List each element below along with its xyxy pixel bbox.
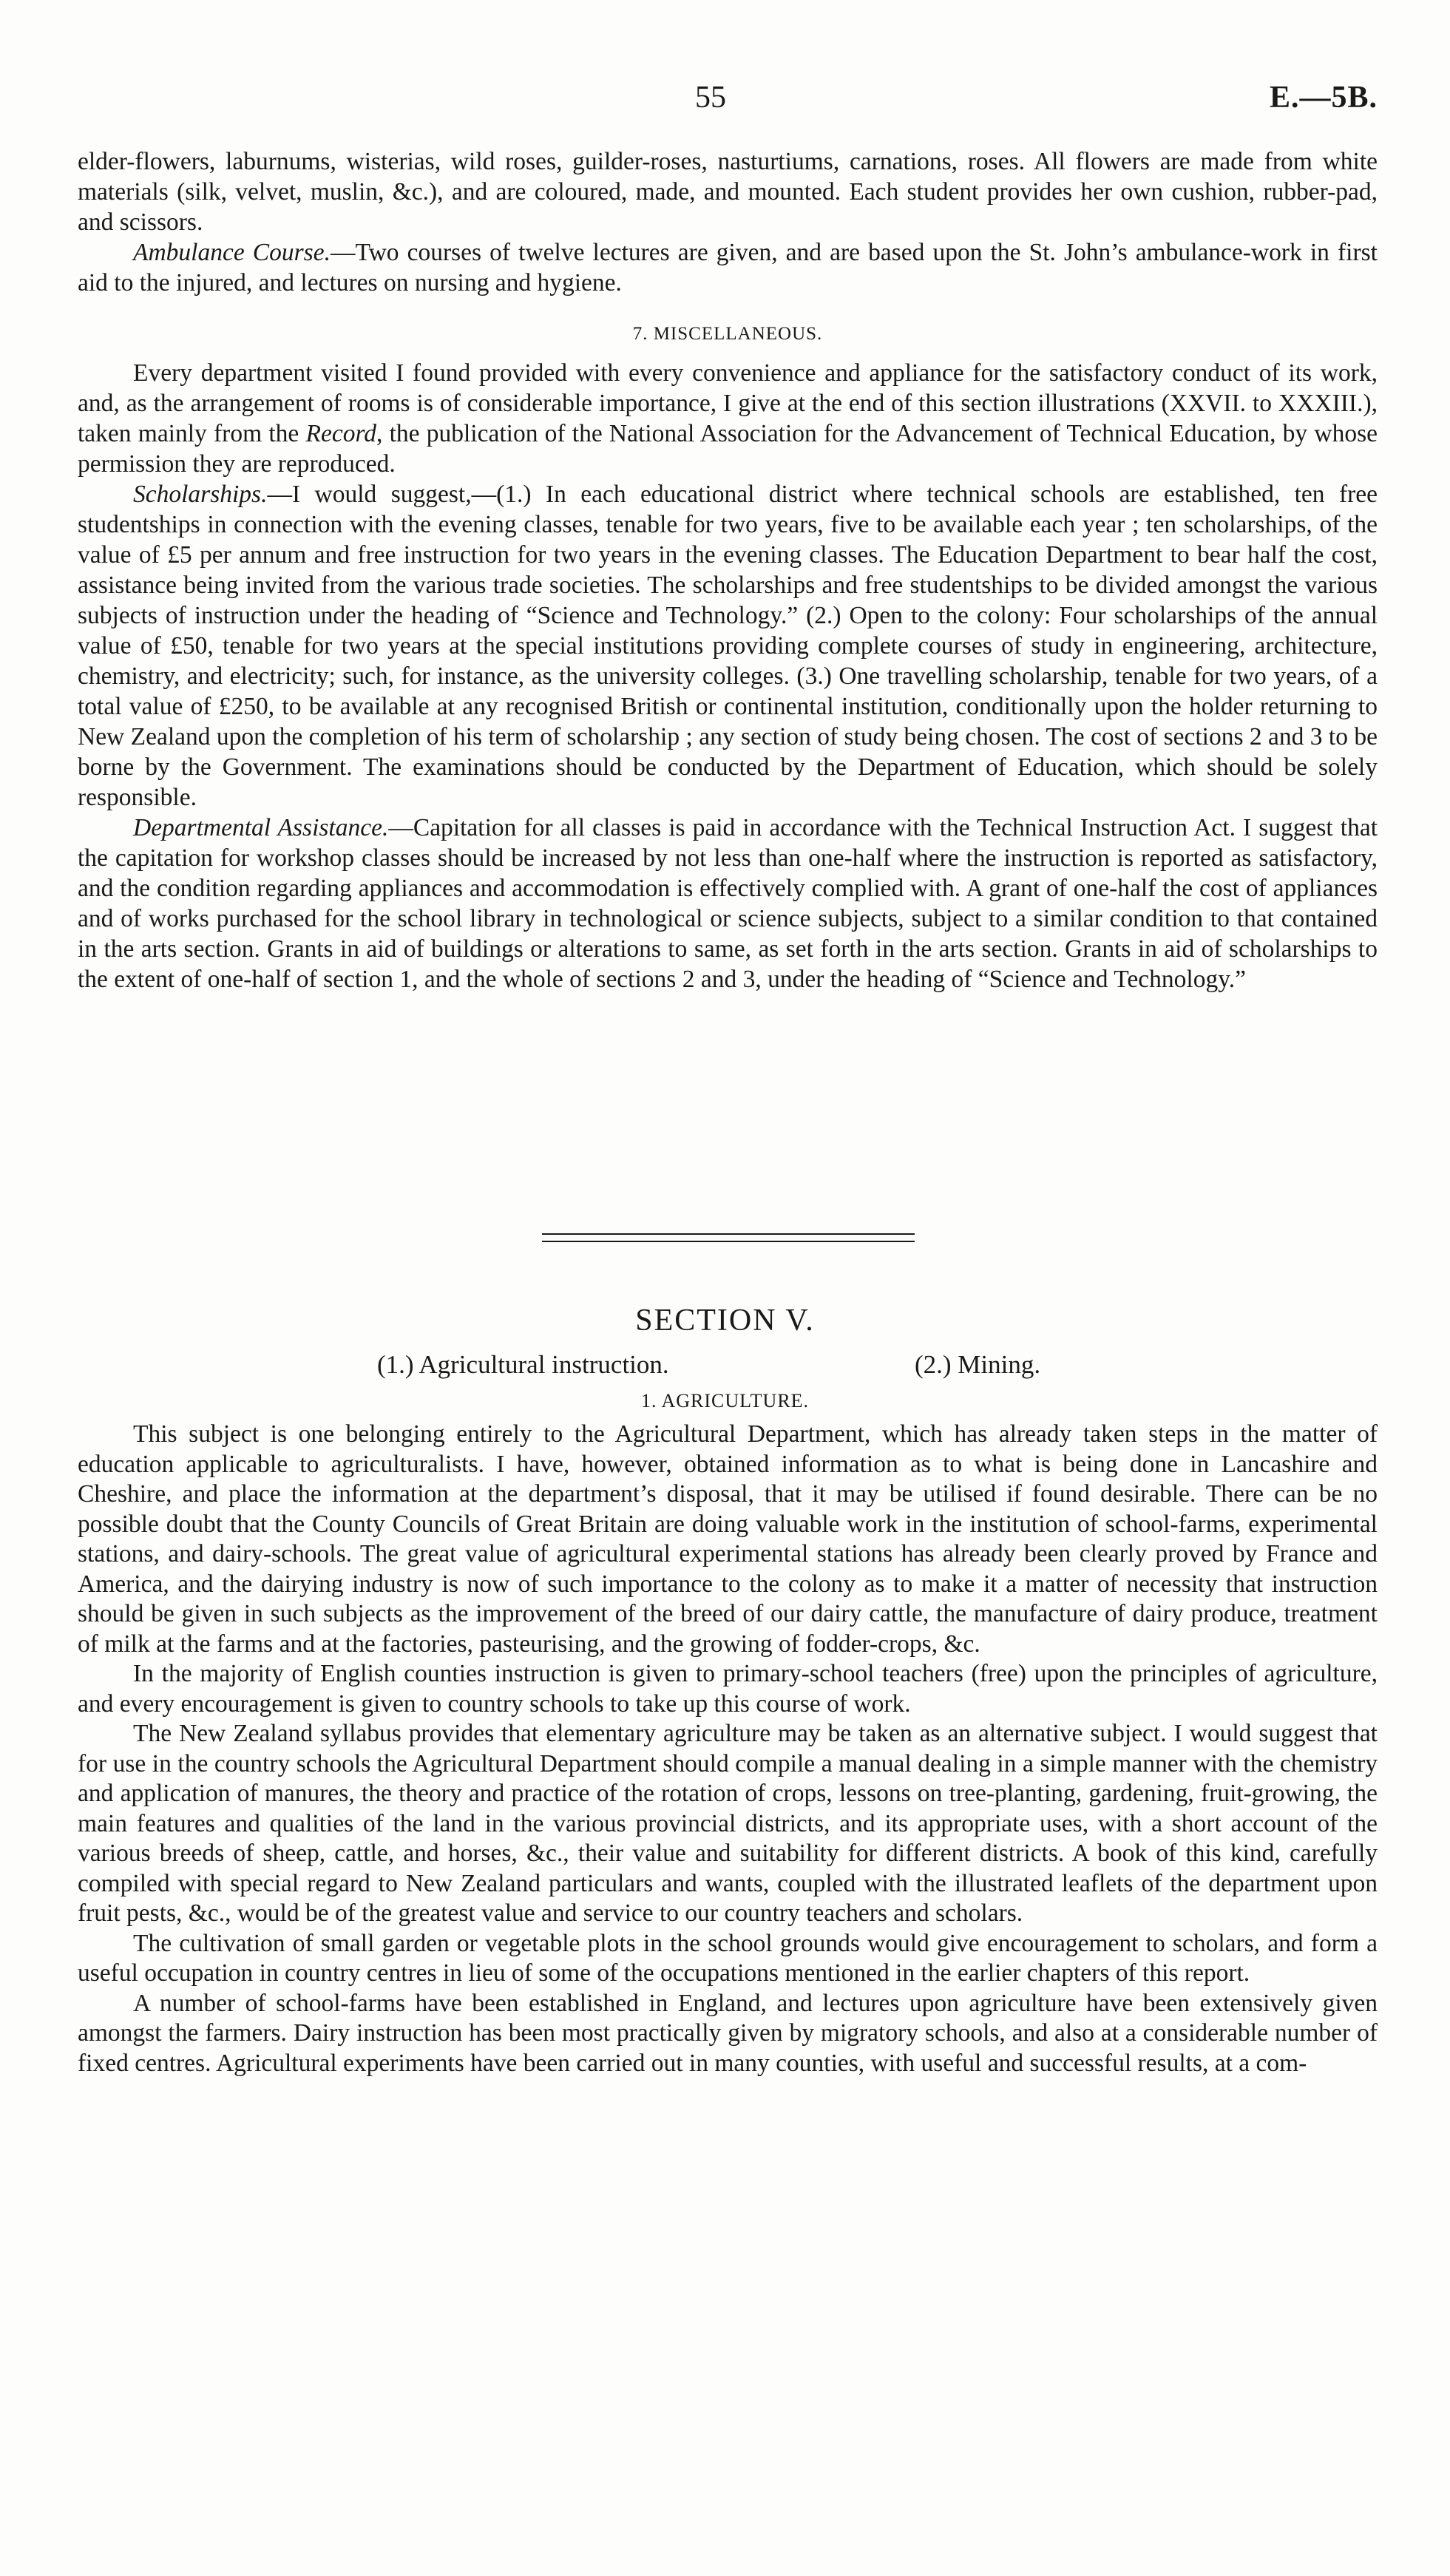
misc-text-after: , the publication of the National Association for the Advancement of Technical Education, by whose permission they are reproduced. (78, 420, 1378, 478)
scholarships-heading: Scholarships. (133, 481, 268, 508)
section-divider-bottom (542, 1241, 915, 1242)
scholarships-text: —I would suggest,—(1.) In each educational district where technical schools are established, ten free studentships in connection with the evening classes, tenable for two years, five to be available each year ; ten scholarships, of the value of £5 per annum and free instruction for two years in the evening classes. The Education Department to bear half the cost, assistance being invited from the various trade societies. The scholarships and free studentships to be divided amongst the various subjects of instruction under the heading of “Science and Technology.” (2.) Open to the colony: Four scholarships of the annual value of £50, tenable for two years at the special institutions providing complete courses of study in engineering, architecture, chemistry, and electricity; such, for instance, as the university colleges. (3.) One travelling scholarship, tenable for two years, of a total value of £250, to be available at any recognised British or continental institution, conditionally upon the holder returning to New Zealand upon the completion of his term of scholarship ; any section of study being chosen. The cost of sections 2 and 3 to be borne by the Government. The examinations should be conducted by the Department of Education, which should be solely responsible. (78, 481, 1378, 811)
flowers-paragraph: elder-flowers, laburnums, wisterias, wild roses, guilder-roses, nasturtiums, carnations, roses. All flowers are made from white materials (silk, velvet, muslin, &c.), and are coloured, made, and mounted. Each student provides her own cushion, rubber-pad, and scissors. (78, 148, 1378, 236)
agriculture-paragraph: A number of school-farms have been established in England, and lectures upon agriculture have been extensively given amongst the farmers. Dairy instruction has been most practically given by migratory schools, and also at a considerable number of fixed centres. Agricultural experiments have been carried out in many counties, with useful and successful results, at a com- (78, 1989, 1378, 2077)
page-header (0, 80, 1450, 124)
ambulance-text: —Two courses of twelve lectures are given, and are based upon the St. John’s ambulance-work in first aid to the injured, and lectures on nursing and hygiene. (78, 239, 1378, 296)
agriculture-paragraph: The cultivation of small garden or vegetable plots in the school grounds would give encouragement to scholars, and form a useful occupation in country centres in lieu of some of the occupations mentioned in the earlier chapters of this report. (78, 1929, 1378, 1987)
scholarships-paragraph (78, 479, 1378, 813)
section-divider-top (542, 1233, 915, 1235)
document-reference: E.—5B. (1269, 81, 1378, 115)
departmental-text: —Capitation for all classes is paid in accordance with the Technical Instruction Act. I suggest that the capitation for workshop classes should be increased by not less than one-half where the instruction is reported as satisfactory, and the condition regarding appliances and accommodation is effectively complied with. A grant of one-half the cost of appliances and of works purchased for the school library in technological or science subjects, subject to a similar condition to that contained in the arts section. Grants in aid of buildings or alterations to same, as set forth in the arts section. Grants in aid of scholarships to the extent of one-half of section 1, and the whole of sections 2 and 3, under the heading of “Science and Technology.” (78, 814, 1378, 993)
agriculture-heading: 1. AGRICULTURE. (640, 1390, 810, 1411)
ambulance-heading: Ambulance Course. (133, 239, 331, 266)
agriculture-paragraph: This subject is one belonging entirely to the Agricultural Department, which has already taken steps in the matter of education applicable to agriculturalists. I have, however, obtained information as to what is being done in Lancashire and Cheshire, and place the information at the department’s disposal, that it may be utilised if found desirable. There can be no possible doubt that the County Councils of Great Britain are doing valuable work in the institution of school-farms, experimental stations, and dairy-schools. The great value of agricultural experimental stations has already been clearly proved by France and America, and the dairying industry is now of such importance to the colony as to make it a matter of necessity that instruction should be given in such subjects as the improvement of the breed of our dairy cattle, the manufacture of dairy produce, treatment of milk at the farms and at the factories, pasteurising, and the growing of fodder-crops, &c. (78, 1420, 1378, 1658)
section-title: SECTION V. (635, 1304, 815, 1338)
misc-text-before: Every department visited I found provided with every convenience and appliance for the satisfactory conduct of its work, and, as the arrangement of rooms is of considerable importance, I give at the end of this section illustrations (XXVII. to XXXIII.), taken mainly from the (78, 359, 1378, 447)
subtitle-mining: (2.) Mining. (915, 1350, 1041, 1379)
record-title: Record (305, 420, 376, 447)
agriculture-paragraph: The New Zealand syllabus provides that elementary agriculture may be taken as an alternative subject. I would suggest that for use in the country schools the Agricultural Department should compile a manual dealing in a simple manner with the chemistry and application of manures, the theory and practice of the rotation of crops, lessons on tree-planting, gardening, fruit-growing, the main features and qualities of the land in the various provincial districts, and its appropriate uses, with a short account of the various breeds of sheep, cattle, and horses, &c., their value and suitability for different districts. A book of this kind, carefully compiled with special regard to New Zealand particulars and wants, coupled with the illustrated leaflets of the department upon fruit pests, &c., would be of the greatest value and service to our country teachers and scholars. (78, 1720, 1378, 1927)
section-subtitles (0, 1350, 1450, 1383)
departmental-paragraph (78, 813, 1378, 994)
page-number: 55 (695, 81, 726, 115)
agriculture-paragraph: In the majority of English counties instruction is given to primary-school teachers (free) upon the principles of agriculture, and every encouragement is given to country schools to take up this course of work. (78, 1660, 1378, 1718)
departmental-heading: Departmental Assistance. (133, 814, 389, 841)
subtitle-agricultural-instruction: (1.) Agricultural instruction. (377, 1350, 669, 1379)
miscellaneous-heading: 7. MISCELLANEOUS. (632, 324, 823, 344)
upper-text-block (78, 146, 1378, 994)
agriculture-text-block (78, 1420, 1378, 2078)
ambulance-paragraph (78, 237, 1378, 298)
miscellaneous-paragraph (78, 358, 1378, 479)
